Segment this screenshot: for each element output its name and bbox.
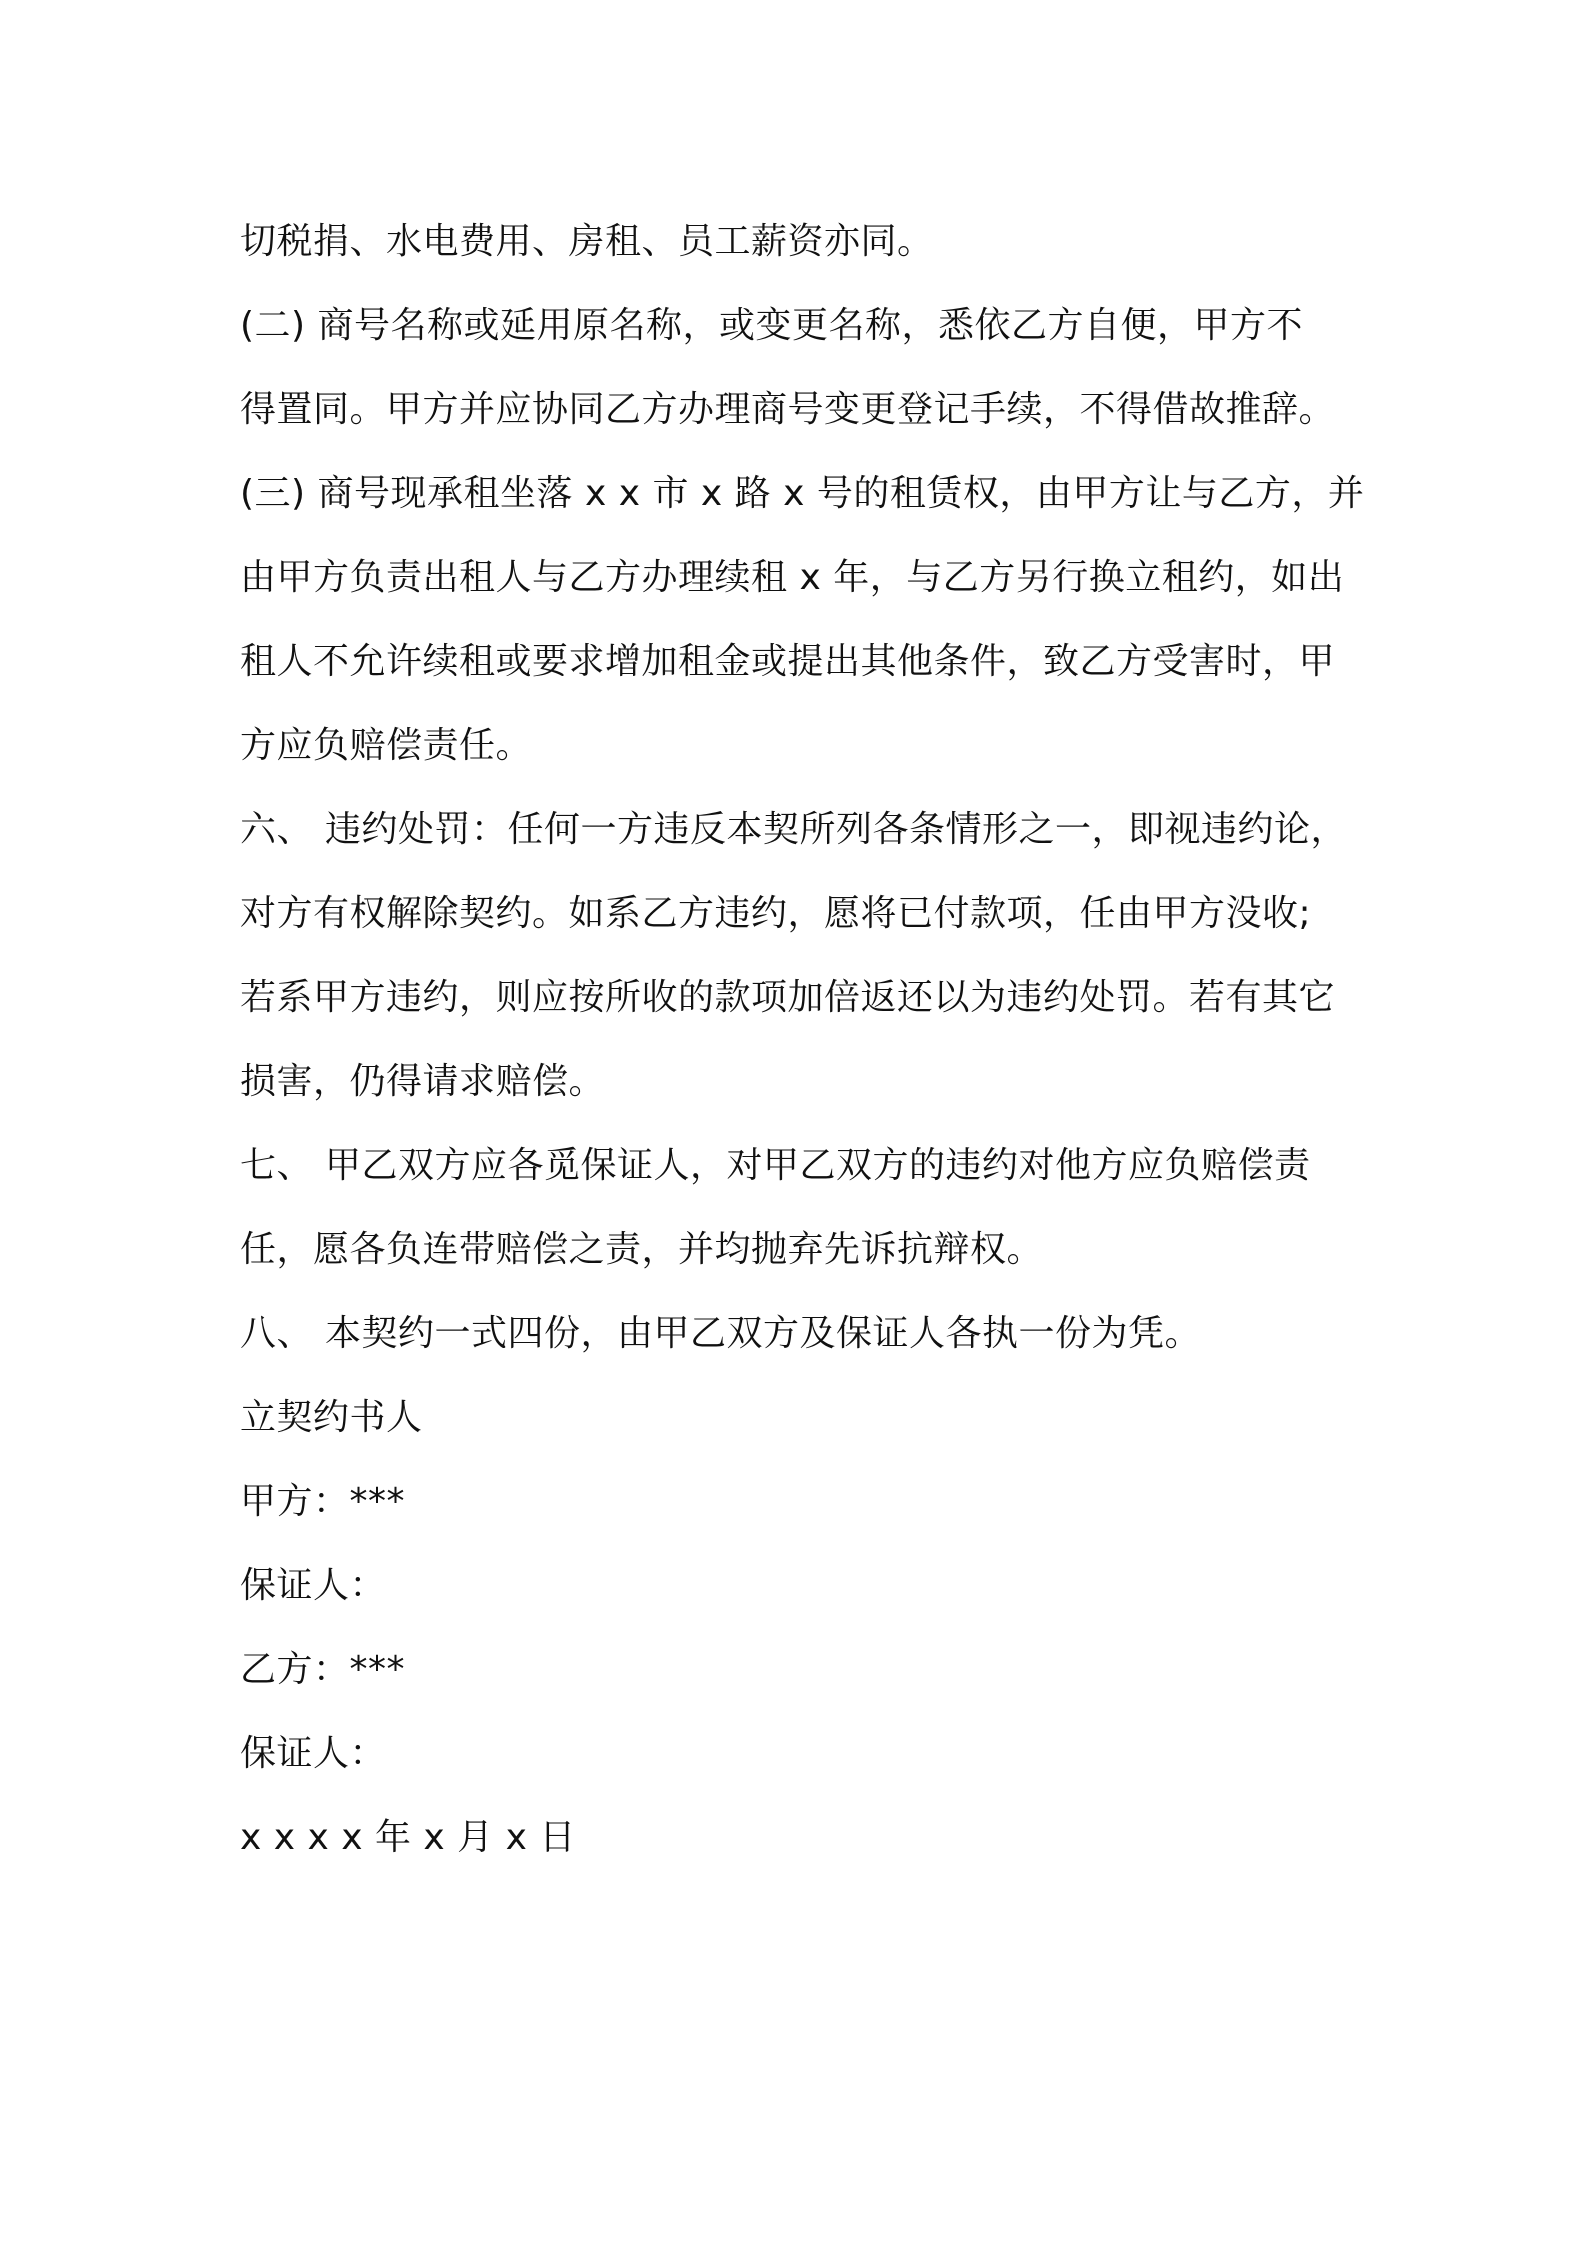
guarantor-b-signature: 保证人：: [240, 1733, 387, 1774]
text-line: 切税捐、水电费用、房租、员工薪资亦同。: [240, 221, 934, 262]
date-line: x x x x 年 x 月 x 日: [240, 1817, 576, 1858]
section-7-line-2: 任，愿各负连带赔偿之责，并均抛弃先诉抗辩权。: [240, 1229, 1044, 1270]
clause-2-line-2: 得置同。甲方并应协同乙方办理商号变更登记手续，不得借故推辞。: [240, 389, 1336, 430]
clause-3-line-4: 方应负赔偿责任。: [240, 725, 533, 766]
clause-3-line-3: 租人不允许续租或要求增加租金或提出其他条件，致乙方受害时，甲: [240, 641, 1336, 682]
section-8-line-1: 八、 本契约一式四份，由甲乙双方及保证人各执一份为凭。: [240, 1313, 1201, 1354]
clause-3-line-2: 由甲方负责出租人与乙方办理续租 x 年，与乙方另行换立租约，如出: [240, 557, 1345, 598]
party-b-signature: 乙方：***: [240, 1649, 406, 1690]
section-6-line-2: 对方有权解除契约。如系乙方违约，愿将已付款项，任由甲方没收;: [240, 893, 1312, 934]
party-a-signature: 甲方：***: [240, 1481, 406, 1522]
signatories-heading: 立契约书人: [240, 1397, 423, 1438]
section-6-line-3: 若系甲方违约，则应按所收的款项加倍返还以为违约处罚。若有其它: [240, 977, 1336, 1018]
document-body: [240, 200, 1365, 1880]
section-6-line-4: 损害，仍得请求赔偿。: [240, 1061, 606, 1102]
section-6-line-1: 六、 违约处罚：任何一方违反本契所列各条情形之一，即视违约论，: [240, 809, 1347, 850]
clause-3-line-1: (三) 商号现承租坐落 x x 市 x 路 x 号的租赁权，由甲方让与乙方，并: [240, 473, 1365, 514]
clause-2-line-1: (二) 商号名称或延用原名称，或变更名称，悉依乙方自便，甲方不: [240, 305, 1304, 346]
guarantor-a-signature: 保证人：: [240, 1565, 387, 1606]
section-7-line-1: 七、 甲乙双方应各觅保证人，对甲乙双方的违约对他方应负赔偿责: [240, 1145, 1311, 1186]
